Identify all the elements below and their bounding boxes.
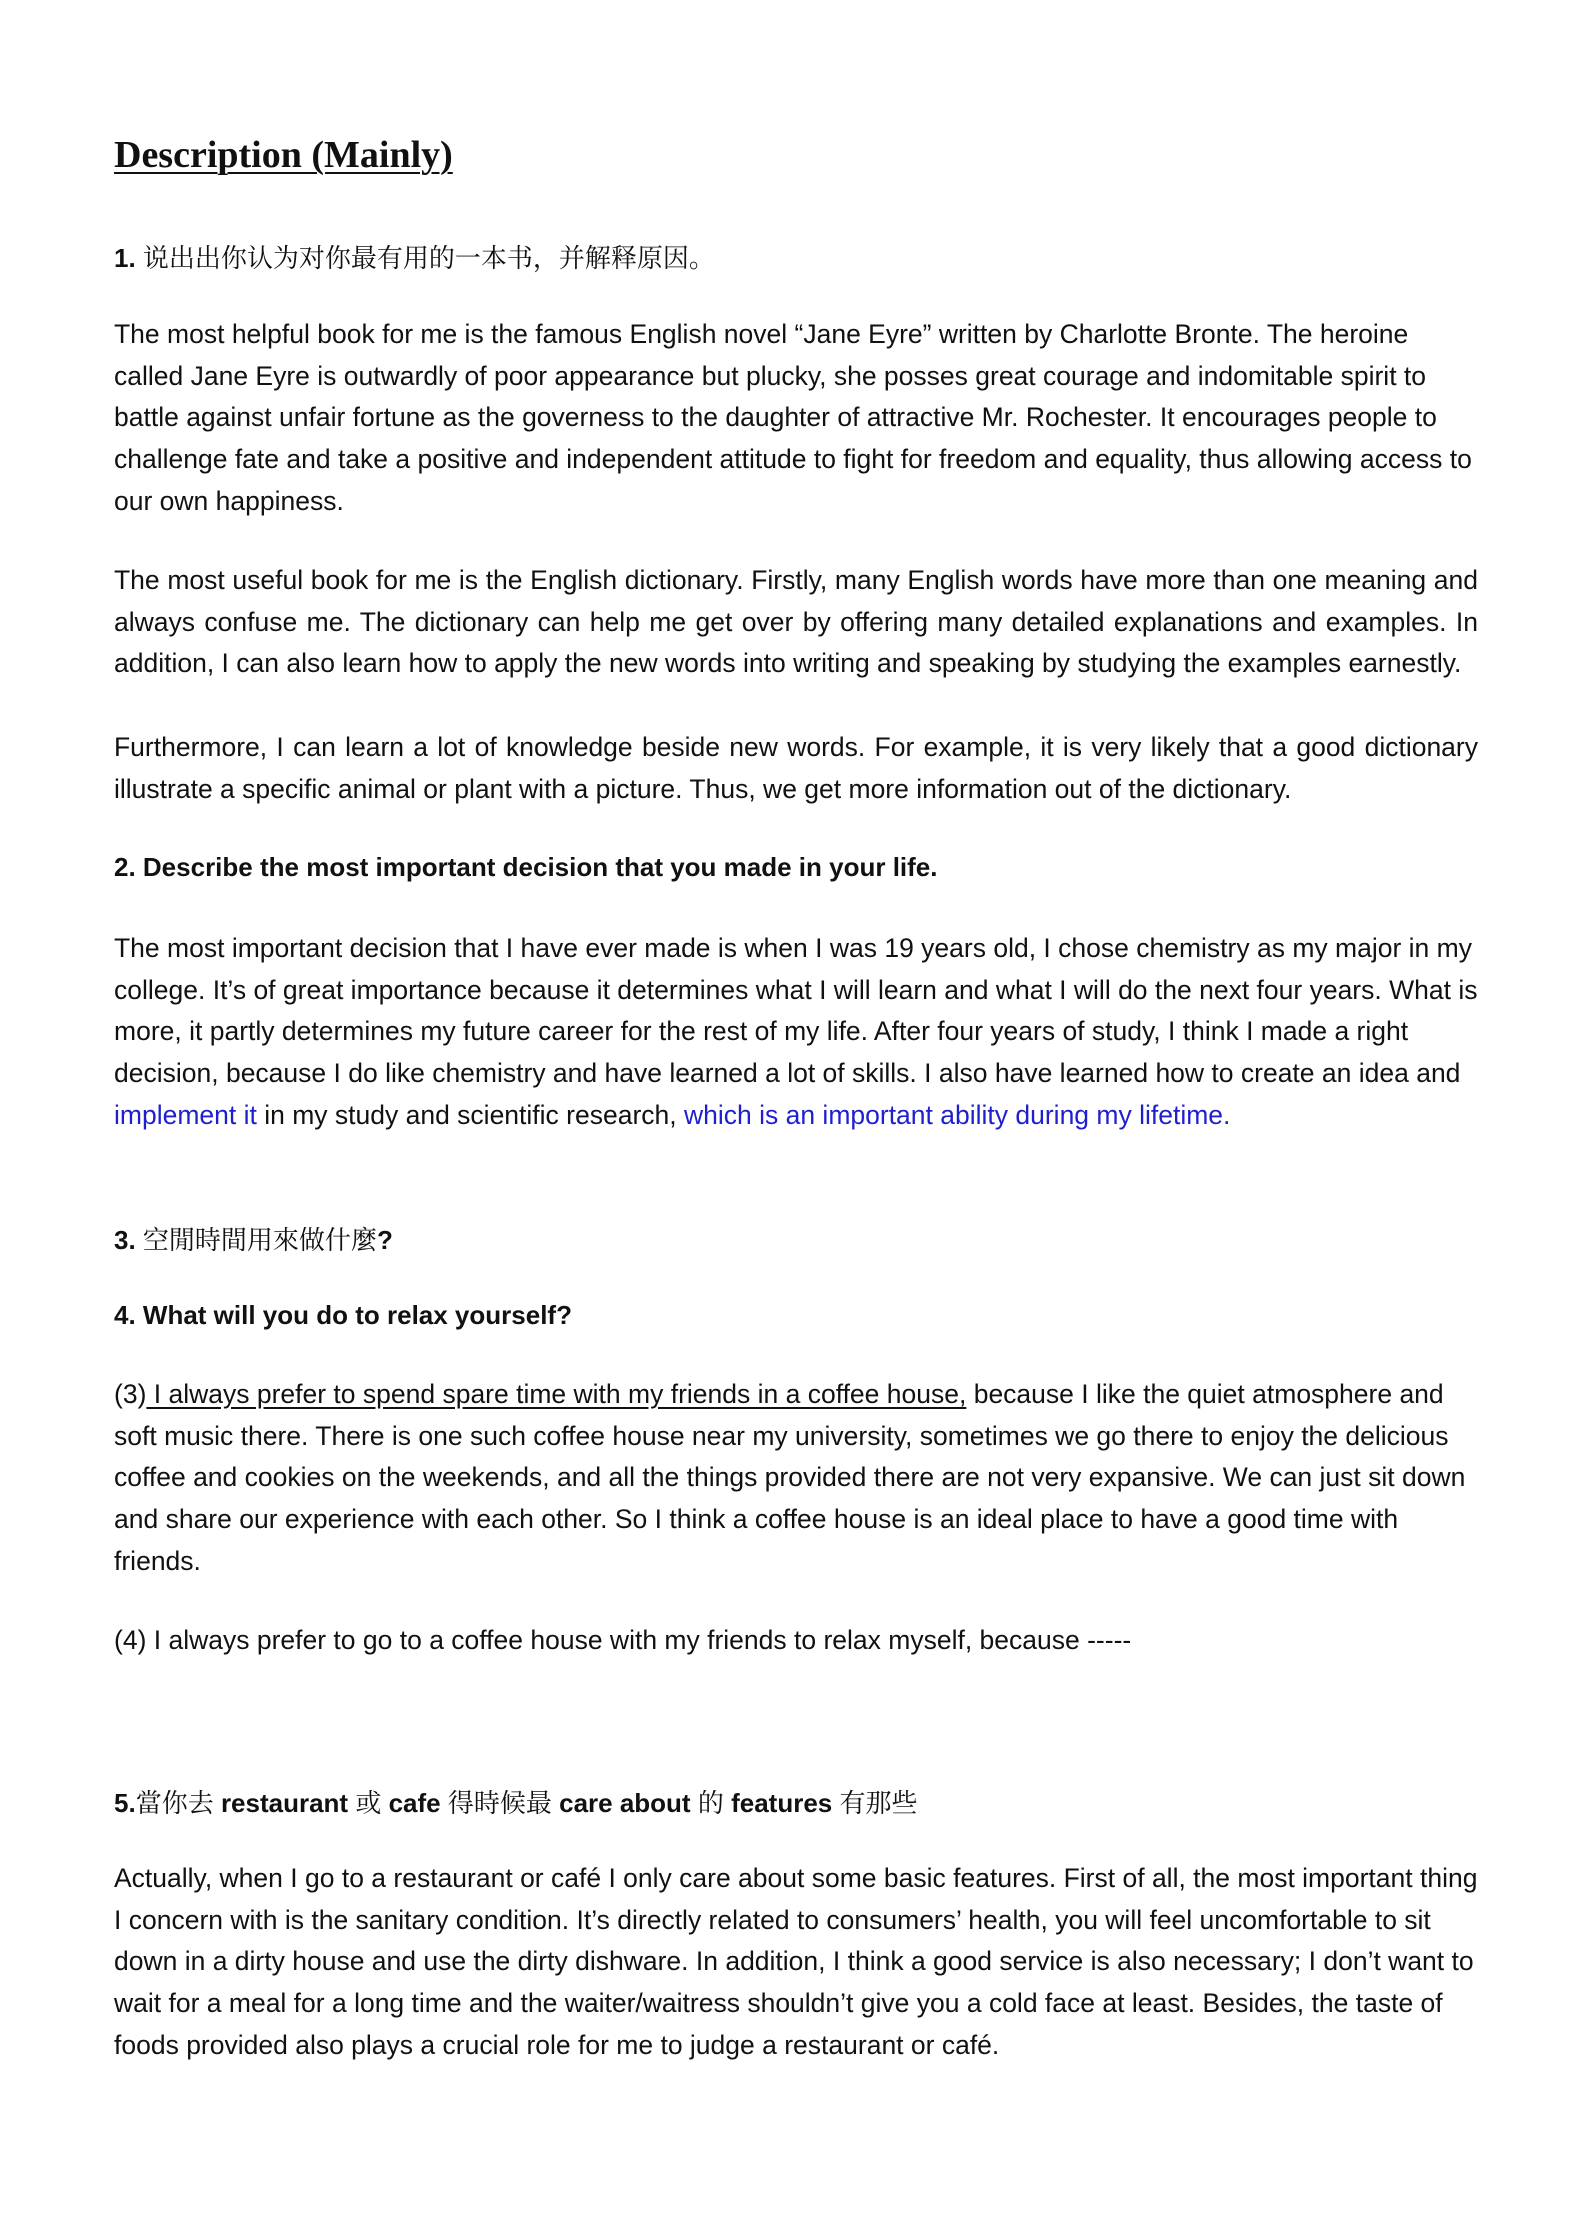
question-5-word-1: restaurant xyxy=(220,1788,349,1818)
answer-2-highlight-2: which is an important ability during my lifetime. xyxy=(683,1099,1231,1130)
question-1-number: 1. xyxy=(114,243,136,273)
question-5-word-4: features xyxy=(731,1788,833,1818)
question-5-word-3: care about xyxy=(559,1788,691,1818)
answer-2-highlight-1: implement it xyxy=(114,1099,257,1130)
page-title: Description (Mainly) xyxy=(114,134,453,176)
answer-5-paragraph: Actually, when I go to a restaurant or café I only care about some basic features. First of all, the most important thing I concern with is the sanitary condition. It’s directly related to consumers’ health, you will feel uncomfortable to sit down in a dirty house and use the dirty dishware. In addition, I think a good service is also necessary; I don’t want to wait for a meal for a long time and the waiter/waitress shouldn’t give you a cold face at least. Besides, the taste of foods provided also plays a crucial role for me to judge a restaurant or café. xyxy=(114,1863,1478,2060)
question-3 xyxy=(114,1220,393,1257)
answer-4-paragraph-1 xyxy=(114,1374,1478,1583)
answer-4-prefix: (3) xyxy=(114,1379,147,1409)
question-1 xyxy=(114,238,715,275)
question-5-number: 5. xyxy=(114,1788,136,1818)
question-5-cjk-2: 或 xyxy=(355,1789,382,1819)
question-1-text: 说出出你认为对你最有用的一本书，并解释原因。 xyxy=(142,244,715,274)
answer-2-text-middle: in my study and scientific research, xyxy=(256,1099,684,1130)
question-5-cjk-3: 得時候最 xyxy=(447,1789,552,1819)
question-5-cjk-5: 有那些 xyxy=(839,1789,918,1819)
answer-2-paragraph xyxy=(114,928,1478,1137)
question-5-cjk-1: 當你去 xyxy=(135,1789,214,1819)
question-5 xyxy=(114,1783,918,1820)
answer-1-paragraph-3: Furthermore, I can learn a lot of knowledge beside new words. For example, it is very likely that a good dictionary illustrate a specific animal or plant with a picture. Thus, we get more information out of the dictionary. xyxy=(114,732,1478,804)
question-3-number: 3. xyxy=(114,1225,136,1255)
question-2: 2. Describe the most important decision that you made in your life. xyxy=(114,852,938,882)
question-3-mark: ? xyxy=(376,1225,393,1255)
answer-2-text-start: The most important decision that I have ever made is when I was 19 years old, I chose chemistry as my major in my college. It’s of great importance because it determines what I will learn and what I will do the next four years. What is more, it partly determines my future career for the rest of my life. After four years of study, I think I made a right decision, because I do like chemistry and have learned a lot of skills. I also have learned how to create an idea and xyxy=(114,933,1478,1089)
answer-4-text: because I like the quiet atmosphere and soft music there. There is one such coffee house near my university, sometimes we go there to enjoy the delicious coffee and cookies on the weekends, and all the things provided there are not very expansive. We can just sit down and share our experience with each other. So I think a coffee house is an ideal place to have a good time with friends. xyxy=(114,1379,1466,1576)
question-4: 4. What will you do to relax yourself? xyxy=(114,1300,572,1330)
question-5-cjk-4: 的 xyxy=(697,1789,724,1819)
question-5-word-2: cafe xyxy=(388,1788,441,1818)
answer-1-paragraph-1: The most helpful book for me is the famous English novel “Jane Eyre” written by Charlotte Bronte. The heroine called Jane Eyre is outwardly of poor appearance but plucky, she posses great courage and indomitable spirit to battle against unfair fortune as the governess to the daughter of attractive Mr. Rochester. It encourages people to challenge fate and take a positive and independent attitude to fight for freedom and equality, thus allowing access to our own happiness. xyxy=(114,319,1472,516)
answer-1-paragraph-2: The most useful book for me is the English dictionary. Firstly, many English words have more than one meaning and always confuse me. The dictionary can help me get over by offering many detailed explanations and examples. In addition, I can also learn how to apply the new words into writing and speaking by studying the examples earnestly. xyxy=(114,565,1478,679)
question-3-text: 空閒時間用來做什麼 xyxy=(142,1226,377,1256)
answer-4-paragraph-2: (4) I always prefer to go to a coffee house with my friends to relax myself, because ----- xyxy=(114,1625,1132,1655)
answer-4-underlined-text: I always prefer to spend spare time with my friends in a coffee house, xyxy=(146,1379,967,1409)
